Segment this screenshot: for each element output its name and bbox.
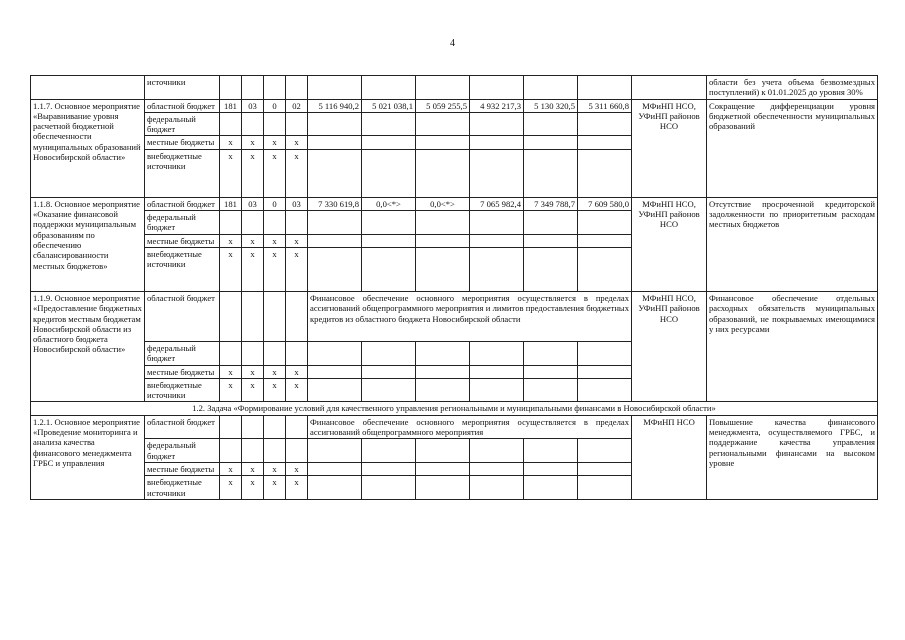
table-cell bbox=[242, 211, 264, 235]
activity-name: 1.1.8. Основное мероприятие «Оказание финансовой поддержки муниципальным образованиям по обеспечению сбалансированности местных бюджетов» bbox=[31, 197, 145, 291]
m119-row-regional bbox=[31, 291, 878, 341]
value-cell: 0,0<*> bbox=[362, 197, 416, 210]
table-cell bbox=[524, 439, 578, 463]
table-cell bbox=[286, 439, 308, 463]
table-cell bbox=[286, 76, 308, 100]
table-cell bbox=[308, 462, 362, 475]
value-cell: 5 116 940,2 bbox=[308, 99, 362, 112]
activity-name: 1.1.7. Основное мероприятие «Выравнивание уровня расчетной бюджетной обеспеченности муниципальных образований Новосибирской области» bbox=[31, 99, 145, 197]
value-cell: 5 311 660,8 bbox=[578, 99, 632, 112]
m118-row-regional bbox=[31, 197, 878, 210]
table-cell: 0 bbox=[264, 197, 286, 210]
table-cell bbox=[416, 112, 470, 136]
executor-cell: МФиНП НСО bbox=[632, 415, 707, 499]
table-cell: 02 bbox=[286, 99, 308, 112]
na-mark: х bbox=[264, 247, 286, 291]
na-mark: х bbox=[242, 247, 264, 291]
na-mark: х bbox=[242, 136, 264, 149]
value-cell: 7 609 580,0 bbox=[578, 197, 632, 210]
value-cell: 0,0<*> bbox=[416, 197, 470, 210]
na-mark: х bbox=[286, 149, 308, 197]
na-mark: х bbox=[220, 234, 242, 247]
table-cell bbox=[362, 341, 416, 365]
table-cell bbox=[362, 112, 416, 136]
value-cell: 7 065 982,4 bbox=[470, 197, 524, 210]
table-cell bbox=[286, 211, 308, 235]
executor-cell: МФиНП НСО, УФиНП районов НСО bbox=[632, 291, 707, 401]
table-cell bbox=[470, 439, 524, 463]
table-cell bbox=[220, 341, 242, 365]
table-cell: местные бюджеты bbox=[145, 136, 220, 149]
table-cell bbox=[470, 378, 524, 402]
value-cell: 4 932 217,3 bbox=[470, 99, 524, 112]
value-cell: 7 330 619,8 bbox=[308, 197, 362, 210]
na-mark: х bbox=[286, 378, 308, 402]
table-cell bbox=[578, 476, 632, 500]
executor-cell: МФиНП НСО, УФиНП районов НСО bbox=[632, 197, 707, 291]
table-cell bbox=[264, 76, 286, 100]
table-cell bbox=[470, 365, 524, 378]
table-cell bbox=[264, 291, 286, 341]
table-cell bbox=[578, 112, 632, 136]
table-cell bbox=[416, 341, 470, 365]
table-cell bbox=[308, 341, 362, 365]
na-mark: х bbox=[242, 462, 264, 475]
table-cell bbox=[220, 415, 242, 439]
table-cell bbox=[578, 247, 632, 291]
table-cell bbox=[416, 247, 470, 291]
program-activities-table bbox=[30, 75, 878, 500]
activity-name: 1.2.1. Основное мероприятие «Проведение мониторинга и анализа качества финансового менеджмента ГРБС и управления bbox=[31, 415, 145, 499]
table-cell: 03 bbox=[286, 197, 308, 210]
table-cell bbox=[308, 112, 362, 136]
table-cell: 03 bbox=[242, 99, 264, 112]
table-cell bbox=[242, 439, 264, 463]
table-cell bbox=[362, 136, 416, 149]
table-cell bbox=[524, 112, 578, 136]
table-cell bbox=[524, 365, 578, 378]
table-cell bbox=[632, 76, 707, 100]
na-mark: х bbox=[286, 247, 308, 291]
result-cell: области без учета объема безвозмездных поступлений) к 01.01.2025 до уровня 30% bbox=[707, 76, 878, 100]
na-mark: х bbox=[264, 365, 286, 378]
table-cell bbox=[362, 462, 416, 475]
result-cell: Повышение качества финансового менеджмента, осуществляемого ГРБС, и поддержание качества управления региональными финансами на высоком уровне bbox=[707, 415, 878, 499]
na-mark: х bbox=[220, 136, 242, 149]
table-cell bbox=[578, 365, 632, 378]
na-mark: х bbox=[286, 365, 308, 378]
table-cell bbox=[524, 247, 578, 291]
task-row bbox=[31, 402, 878, 415]
table-cell: федеральный бюджет bbox=[145, 112, 220, 136]
table-cell bbox=[362, 211, 416, 235]
table-cell: областной бюджет bbox=[145, 415, 220, 439]
table-cell bbox=[242, 415, 264, 439]
financing-note: Финансовое обеспечение основного мероприятия осуществляется в пределах ассигнований общепрограммного мероприятия bbox=[308, 415, 632, 439]
table-cell bbox=[362, 378, 416, 402]
value-cell: 5 059 255,5 bbox=[416, 99, 470, 112]
na-mark: х bbox=[220, 247, 242, 291]
table-cell bbox=[416, 462, 470, 475]
table-cell bbox=[578, 211, 632, 235]
na-mark: х bbox=[220, 149, 242, 197]
result-cell: Сокращение дифференциации уровня бюджетной обеспеченности муниципальных образований bbox=[707, 99, 878, 197]
table-cell bbox=[470, 211, 524, 235]
table-cell bbox=[220, 291, 242, 341]
table-cell bbox=[524, 341, 578, 365]
table-cell bbox=[308, 378, 362, 402]
table-cell bbox=[470, 234, 524, 247]
table-cell: федеральный бюджет bbox=[145, 211, 220, 235]
value-cell: 7 349 788,7 bbox=[524, 197, 578, 210]
table-cell bbox=[308, 365, 362, 378]
table-cell bbox=[470, 112, 524, 136]
na-mark: х bbox=[264, 149, 286, 197]
table-cell bbox=[578, 462, 632, 475]
table-cell bbox=[470, 462, 524, 475]
table-cell bbox=[362, 76, 416, 100]
table-cell bbox=[416, 378, 470, 402]
table-cell bbox=[578, 378, 632, 402]
table-cell bbox=[416, 365, 470, 378]
na-mark: х bbox=[264, 476, 286, 500]
table-cell bbox=[308, 149, 362, 197]
table-cell: внебюджетные источники bbox=[145, 378, 220, 402]
table-cell bbox=[286, 415, 308, 439]
table-cell bbox=[286, 112, 308, 136]
table-cell bbox=[416, 149, 470, 197]
table-cell bbox=[264, 211, 286, 235]
table-cell bbox=[286, 291, 308, 341]
table-cell: внебюджетные источники bbox=[145, 247, 220, 291]
na-mark: х bbox=[242, 378, 264, 402]
table-cell bbox=[578, 76, 632, 100]
activity-name: 1.1.9. Основное мероприятие «Предоставление бюджетных кредитов местным бюджетам Новосибирской области из областного бюджета Новосибирской области» bbox=[31, 291, 145, 401]
table-cell bbox=[220, 211, 242, 235]
table-cell bbox=[220, 112, 242, 136]
table-cell bbox=[524, 76, 578, 100]
table-cell bbox=[308, 234, 362, 247]
na-mark: х bbox=[220, 462, 242, 475]
na-mark: х bbox=[220, 476, 242, 500]
table-cell bbox=[308, 439, 362, 463]
table-cell bbox=[242, 112, 264, 136]
value-cell: 5 021 038,1 bbox=[362, 99, 416, 112]
table-cell bbox=[416, 76, 470, 100]
m117-row-regional bbox=[31, 99, 878, 112]
table-cell bbox=[362, 149, 416, 197]
task-heading: 1.2. Задача «Формирование условий для качественного управления региональными и муниципальными финансами в Новосибирской области» bbox=[31, 402, 878, 415]
table-cell bbox=[362, 476, 416, 500]
table-cell bbox=[362, 439, 416, 463]
table-cell bbox=[220, 76, 242, 100]
na-mark: х bbox=[242, 149, 264, 197]
na-mark: х bbox=[286, 476, 308, 500]
table-cell: местные бюджеты bbox=[145, 462, 220, 475]
table-cell bbox=[524, 476, 578, 500]
table-cell: федеральный бюджет bbox=[145, 439, 220, 463]
table-cell bbox=[31, 76, 145, 100]
na-mark: х bbox=[264, 462, 286, 475]
na-mark: х bbox=[286, 136, 308, 149]
result-cell: Финансовое обеспечение отдельных расходных обязательств муниципальных образований, не покрываемых имеющимися у них ресурсами bbox=[707, 291, 878, 401]
table-cell bbox=[362, 365, 416, 378]
na-mark: х bbox=[264, 136, 286, 149]
table-cell bbox=[416, 476, 470, 500]
table-cell bbox=[308, 76, 362, 100]
table-cell bbox=[470, 476, 524, 500]
table-cell bbox=[416, 439, 470, 463]
table-cell bbox=[578, 439, 632, 463]
table-cell bbox=[242, 341, 264, 365]
na-mark: х bbox=[242, 234, 264, 247]
na-mark: х bbox=[264, 378, 286, 402]
table-cell: 181 bbox=[220, 197, 242, 210]
table-cell bbox=[578, 136, 632, 149]
table-cell bbox=[470, 136, 524, 149]
page-number: 4 bbox=[450, 38, 455, 49]
na-mark: х bbox=[286, 234, 308, 247]
na-mark: х bbox=[286, 462, 308, 475]
table-cell bbox=[470, 149, 524, 197]
source-regional: областной бюджет bbox=[145, 99, 220, 112]
na-mark: х bbox=[242, 365, 264, 378]
financing-note: Финансовое обеспечение основного мероприятия осуществляется в пределах ассигнований общепрограммного мероприятия и лимитов предоставления бюджетных кредитов из областного бюджета Новосибирской области bbox=[308, 291, 632, 341]
table-cell bbox=[470, 247, 524, 291]
table-cell bbox=[524, 136, 578, 149]
table-cell bbox=[242, 291, 264, 341]
table-cell: областной бюджет bbox=[145, 291, 220, 341]
table-cell: федеральный бюджет bbox=[145, 341, 220, 365]
table-cell bbox=[362, 247, 416, 291]
table-cell bbox=[308, 211, 362, 235]
source-cell: источники bbox=[145, 76, 220, 100]
executor-cell: МФиНП НСО, УФиНП районов НСО bbox=[632, 99, 707, 197]
table-cell bbox=[264, 439, 286, 463]
continuation-row bbox=[31, 76, 878, 100]
na-mark: х bbox=[220, 365, 242, 378]
table-cell: 181 bbox=[220, 99, 242, 112]
table-cell bbox=[416, 234, 470, 247]
table-cell bbox=[362, 234, 416, 247]
table-cell bbox=[470, 76, 524, 100]
table-cell: 0 bbox=[264, 99, 286, 112]
table-cell bbox=[264, 415, 286, 439]
table-cell: внебюджетные источники bbox=[145, 149, 220, 197]
table-cell bbox=[308, 136, 362, 149]
table-cell bbox=[578, 149, 632, 197]
table-cell: местные бюджеты bbox=[145, 234, 220, 247]
table-cell bbox=[524, 234, 578, 247]
table-cell bbox=[524, 211, 578, 235]
table-cell bbox=[308, 476, 362, 500]
value-cell: 5 130 320,5 bbox=[524, 99, 578, 112]
m121-row-regional bbox=[31, 415, 878, 439]
table-cell: областной бюджет bbox=[145, 197, 220, 210]
table-cell bbox=[220, 439, 242, 463]
table-cell bbox=[308, 247, 362, 291]
table-cell bbox=[416, 136, 470, 149]
na-mark: х bbox=[264, 234, 286, 247]
table-cell bbox=[264, 112, 286, 136]
table-cell bbox=[242, 76, 264, 100]
na-mark: х bbox=[220, 378, 242, 402]
table-cell bbox=[524, 378, 578, 402]
result-cell: Отсутствие просроченной кредиторской задолженности по приоритетным расходам местных бюджетов bbox=[707, 197, 878, 291]
table-cell bbox=[524, 462, 578, 475]
table-cell bbox=[286, 341, 308, 365]
table-cell bbox=[578, 341, 632, 365]
table-cell bbox=[578, 234, 632, 247]
table-cell bbox=[416, 211, 470, 235]
table-cell: внебюджетные источники bbox=[145, 476, 220, 500]
table-cell: местные бюджеты bbox=[145, 365, 220, 378]
table-cell bbox=[524, 149, 578, 197]
table-cell bbox=[264, 341, 286, 365]
table-cell: 03 bbox=[242, 197, 264, 210]
table-cell bbox=[470, 341, 524, 365]
na-mark: х bbox=[242, 476, 264, 500]
